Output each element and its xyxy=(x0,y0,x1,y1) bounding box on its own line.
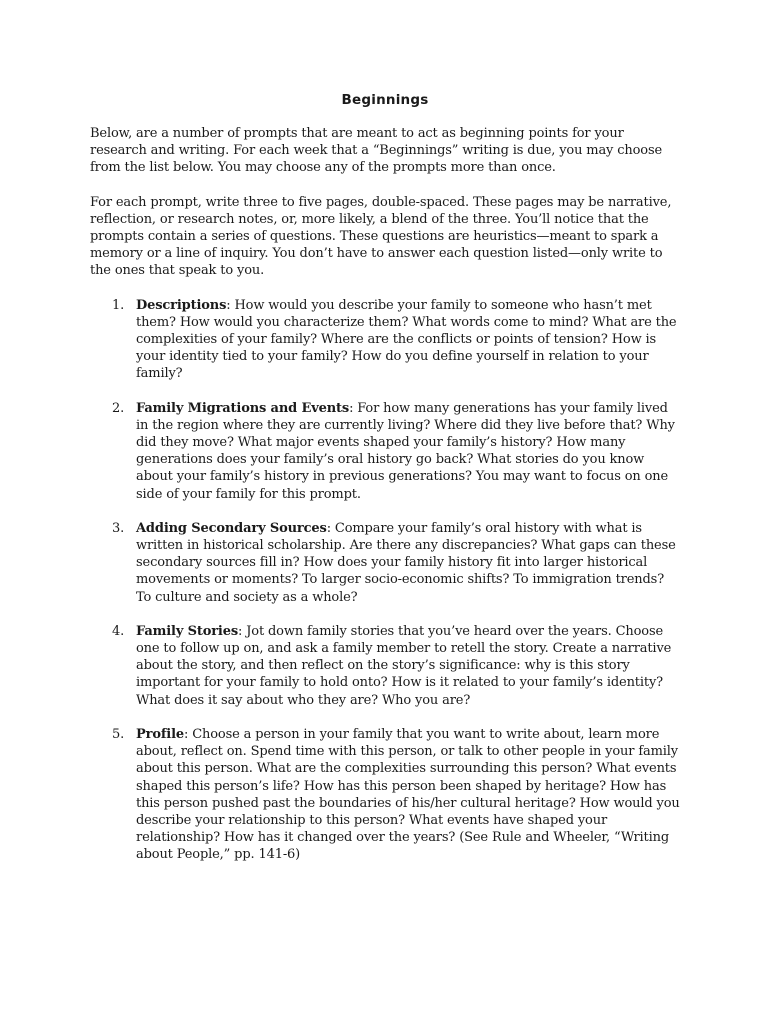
prompt-text: : Jot down family stories that you’ve heard over the years. Choose one to follow up on, and ask a family member to retell the story. Create a narrative about the story, and then reflect on the story’s significance: why is this story important for your family to hold onto? How is it related to your family’s identity? What does it say about who they are? Who you are? xyxy=(136,623,672,708)
prompt-text: : Choose a person in your family that you want to write about, learn more about, reflect on. Spend time with this person, or talk to other people in your family about this person. What are the complexities surrounding this person? What events shaped this person’s life? How has this person been shaped by heritage? How has this person pushed past the boundaries of his/her cultural heritage? How would you describe your relationship to this person? What events have shaped your relationship? How has it changed over the years? (See Rule and Wheeler, “Writing about People,” pp. 141-6) xyxy=(136,726,680,863)
prompt-text: : For how many generations has your family lived in the region where they are currently living? Where did they live before that? Why did they move? What major events shaped your family’s history? How many generations does your family’s oral history go back? What stories do you know about your family’s history in previous generations? You may want to focus on one side of your family for this prompt. xyxy=(136,400,675,502)
list-item-secondary-sources xyxy=(90,520,680,606)
prompt-term: Profile xyxy=(136,726,184,742)
list-item-number: 2. xyxy=(112,400,125,416)
prompt-list xyxy=(90,297,680,864)
list-item-number: 1. xyxy=(112,297,125,313)
prompt-term: Descriptions xyxy=(136,297,227,313)
prompt-term: Adding Secondary Sources xyxy=(136,520,327,536)
list-item-profile xyxy=(90,726,680,864)
instructions-paragraph: For each prompt, write three to five pages, double-spaced. These pages may be narrative, reflection, or research notes, or, more likely, a blend of the three. You’ll notice that the prompts contain a series of questions. These questions are heuristics—meant to spark a memory or a line of inquiry. You don’t have to answer each question listed—only write to the ones that speak to you. xyxy=(90,194,672,279)
page-title: Beginnings xyxy=(341,92,429,108)
prompt-term: Family Migrations and Events xyxy=(136,400,350,416)
prompt-text: : Compare your family’s oral history with what is written in historical scholarship. Are there any discrepancies? What gaps can these secondary sources fill in? How does your family history fit into larger historical movements or moments? To larger socio-economic shifts? To immigration trends? To culture and society as a whole? xyxy=(136,520,676,605)
list-item-descriptions xyxy=(90,297,680,383)
list-item-family-migrations xyxy=(90,400,680,503)
document-page xyxy=(90,92,680,881)
intro-paragraph: Below, are a number of prompts that are meant to act as beginning points for your research and writing. For each week that a “Beginnings” writing is due, you may choose from the list below. You may choose any of the prompts more than once. xyxy=(90,126,663,176)
prompt-term: Family Stories xyxy=(136,623,238,639)
list-item-number: 4. xyxy=(112,623,125,639)
list-item-number: 3. xyxy=(112,520,125,536)
list-item-family-stories xyxy=(90,623,680,709)
prompt-text: : How would you describe your family to someone who hasn’t met them? How would you characterize them? What words come to mind? What are the complexities of your family? Where are the conflicts or points of tension? How is your identity tied to your family? How do you define yourself in relation to your family? xyxy=(136,297,677,382)
list-item-number: 5. xyxy=(112,726,125,742)
